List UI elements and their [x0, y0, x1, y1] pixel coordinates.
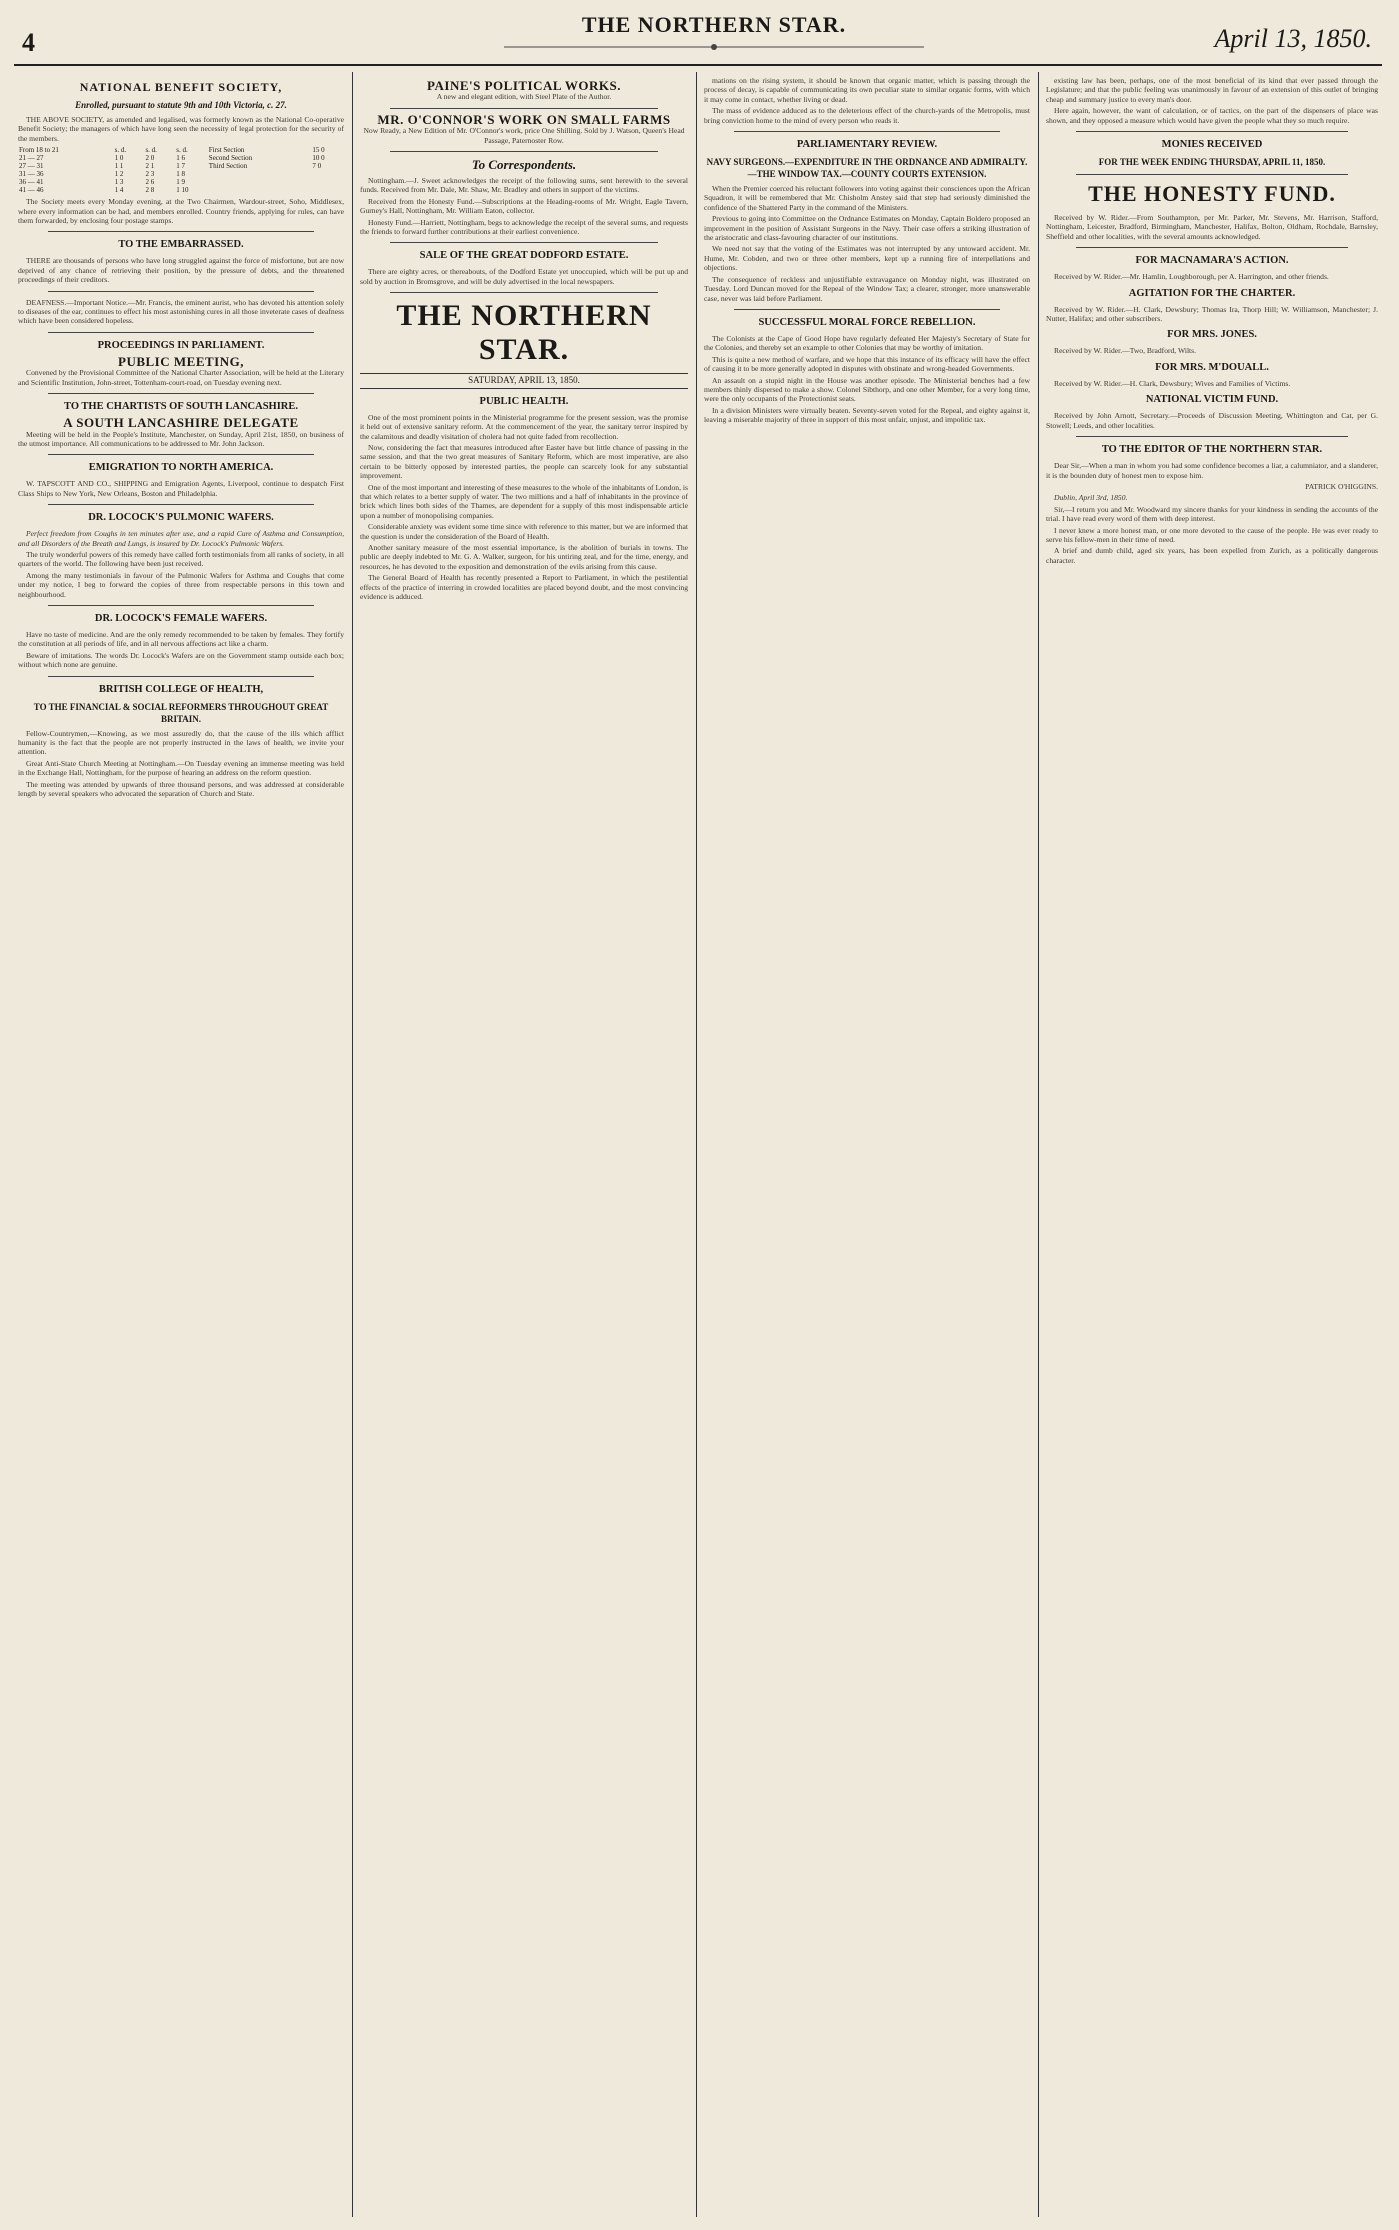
- newspaper-title: THE NORTHERN STAR.: [396, 299, 652, 367]
- body-text: A brief and dumb child, aged six years, has been expelled from Zurich, as a politically dangerous character.: [1046, 546, 1378, 565]
- column-2: [360, 76, 688, 2216]
- page-number: 4: [22, 28, 35, 57]
- monies-subtitle: FOR THE WEEK ENDING THURSDAY, APRIL 11, 1850.: [1098, 157, 1326, 168]
- body-text: Received from the Honesty Fund.—Subscriptions at the Heading-rooms of Mr. Wright, Eagle Tavern, Gurney's Hall, Nottingham, Mr. William Eaton, collector.: [360, 196, 688, 216]
- divider: [734, 131, 1000, 132]
- body-text: The mass of evidence adduced as to the deleterious effect of the church-yards of the Metropolis, must bring conviction home to the mind of every person who reads it.: [704, 106, 1030, 125]
- newspaper-page: [14, 6, 1382, 2220]
- ad-title: TO THE CHARTISTS OF SOUTH LANCASHIRE.: [64, 401, 298, 413]
- body-text: I never knew a more honest man, or one more devoted to the cause of the people. He was ever ready to serve his fellow-men in their time of need.: [1046, 525, 1378, 544]
- body-text: Great Anti-State Church Meeting at Nottingham.—On Tuesday evening an immense meeting was held in the Exchange Hall, Nottingham, for the purpose of hearing an address on the reform question.: [18, 758, 344, 778]
- ad-title: DR. LOCOCK'S FEMALE WAFERS.: [94, 612, 268, 624]
- body-text: Dear Sir,—When a man in whom you had some confidence becomes a liar, a calumniator, and a slanderer, it is the bounden duty of honest men to expose him.: [1046, 461, 1378, 480]
- ad-title: PAINE'S POLITICAL WORKS.: [427, 78, 621, 93]
- body-text: Have no taste of medicine. And are the only remedy recommended to be taken by females. They fortify the constitution at all periods of life, and in all nervous affections act like a charm.: [18, 629, 344, 649]
- body-text: W. TAPSCOTT AND CO., SHIPPING and Emigration Agents, Liverpool, continue to despatch First Class Ships to New York, New Orleans, Boston and Philadelphia.: [18, 479, 344, 498]
- body-text: The truly wonderful powers of this remedy have called forth testimonials from all ranks of society, in all quarters of the world. The following have been just received.: [18, 549, 344, 569]
- divider: [48, 676, 314, 677]
- ad-title: DR. LOCOCK'S PULMONIC WAFERS.: [88, 512, 274, 524]
- body-text: Received by W. Rider.—From Southampton, per Mr. Parker, Mr. Stevens, Mr. Harrison, Stafford, Nottingham, Leicester, Bradford, Birmingham, Manchester, Halifax, Bolton, Oldham, Rochdale, Barnsley, Sheffield and other localities, with the several amounts acknowledged.: [1046, 213, 1378, 241]
- divider: [48, 393, 314, 394]
- body-text: In a division Ministers were virtually beaten. Seventy-seven voted for the Repeal, and eighty against it, leaving a miserable majority of three in support of this most unfair, unjust, and impolitic tax.: [704, 405, 1030, 425]
- body-text: Meeting will be held in the People's Institute, Manchester, on Sunday, April 21st, 1850, on business of the utmost importance. All communications to be addressed to Mr. John Jackson.: [18, 429, 344, 448]
- ad-subtitle: TO THE FINANCIAL & SOCIAL REFORMERS THROUGHOUT GREAT BRITAIN.: [33, 701, 329, 724]
- honesty-fund-title: THE HONESTY FUND.: [1088, 181, 1336, 207]
- divider: [48, 454, 314, 455]
- body-text: Honesty Fund.—Harriett, Nottingham, begs to acknowledge the receipt of the several sums, and requests the friends to forward further contributions at their earliest convenience.: [360, 217, 688, 237]
- ad-title: PROCEEDINGS IN PARLIAMENT.: [97, 339, 265, 351]
- column-3: [704, 76, 1030, 2216]
- column-rule: [1038, 72, 1039, 2217]
- divider: [734, 309, 1000, 310]
- body-text: Now Ready, a New Edition of Mr. O'Connor's work, price One Shilling. Sold by J. Watson, Queen's Head Passage, Paternoster Row.: [363, 126, 685, 145]
- divider: [48, 332, 314, 333]
- body-text: Considerable anxiety was evident some time since with reference to this matter, but we are informed that the question is under the consideration of the Board of Health.: [360, 522, 688, 541]
- issue-date: April 13, 1850.: [1214, 24, 1372, 53]
- column-4: [1046, 76, 1378, 2216]
- body-text: Beware of imitations. The words Dr. Locock's Wafers are on the Government stamp outside each box; without which none are genuine.: [18, 650, 344, 670]
- masthead-ornament: [444, 40, 984, 54]
- body-text: Received by W. Rider.—Two, Bradford, Wilts.: [1054, 346, 1197, 356]
- body-text: We need not say that the voting of the Estimates was not interrupted by any untoward accident. Mr. Hume, Mr. Cobden, and two or three other members, kept up a running fire of interpellations and objections.: [704, 244, 1030, 273]
- ad-subtitle: PUBLIC MEETING,: [118, 353, 244, 369]
- fund-title: AGITATION FOR THE CHARTER.: [1128, 287, 1296, 299]
- divider: [1076, 247, 1348, 248]
- correspondents-title: To Correspondents.: [471, 157, 577, 173]
- sale-title: SALE OF THE GREAT DODFORD ESTATE.: [419, 250, 629, 262]
- letter-title: TO THE EDITOR OF THE NORTHERN STAR.: [1101, 444, 1323, 456]
- fund-title: NATIONAL VICTIM FUND.: [1145, 394, 1279, 406]
- article-title: SUCCESSFUL MORAL FORCE REBELLION.: [758, 316, 976, 328]
- body-text: This is quite a new method of warfare, and we hope that this instance of its efficacy will have the effect of causing it to be more generally adopted in disputes with obstinate and wrong-headed Governments.: [704, 354, 1030, 374]
- divider: [1076, 131, 1348, 132]
- divider: [48, 504, 314, 505]
- body-text: mations on the rising system, it should be known that organic matter, which is passing through the process of decay, is capable of communicating its own peculiar state to similar organic forms, with which it may come in contact, whether living or dead.: [704, 76, 1030, 104]
- page-header: [14, 6, 1382, 66]
- ad-title: BRITISH COLLEGE OF HEALTH,: [98, 683, 264, 695]
- divider: [390, 108, 658, 109]
- body-text: The General Board of Health has recently presented a Report to Parliament, in which the pestilential effects of the practice of interring in crowded localities are placed beyond doubt, and the most convincing evidence is adduced.: [360, 573, 688, 601]
- divider: [48, 231, 314, 232]
- monies-title: MONIES RECEIVED: [1161, 139, 1263, 151]
- masthead: THE NORTHERN STAR.: [581, 12, 847, 37]
- review-subheading: NAVY SURGEONS.—EXPENDITURE IN THE ORDNANCE AND ADMIRALTY.—THE WINDOW TAX.—COUNTY COURTS EXTENSION.: [706, 157, 1028, 180]
- body-text: Sir,—I return you and Mr. Woodward my sincere thanks for your kindness in sending the accounts of the trial. I have read every word of them with deep interest.: [1046, 504, 1378, 524]
- body-text: Received by W. Rider.—Mr. Hamlin, Loughborough, per A. Harrington, and other friends.: [1054, 272, 1329, 282]
- review-heading: PARLIAMENTARY REVIEW.: [796, 139, 938, 151]
- body-text: There are eighty acres, or thereabouts, of the Dodford Estate yet unoccupied, which will be put up and sold by auction in Bromsgrove, and will be duly advertised in the local newspapers.: [360, 267, 688, 286]
- ad-title: MR. O'CONNOR'S WORK ON SMALL FARMS: [377, 111, 671, 127]
- society-subheading: Enrolled, pursuant to statute 9th and 10th Victoria, c. 27.: [75, 100, 287, 110]
- fund-title: FOR MRS. M'DOUALL.: [1155, 361, 1269, 373]
- body-text: The Society meets every Monday evening, at the Two Chairmen, Wardour-street, Soho, Middlesex, where every information can be had, and members enrolled. Country friends, applying for rules, can have them forwarded, by enclosing four postage stamps.: [18, 197, 344, 226]
- newspaper-date: SATURDAY, APRIL 13, 1850.: [360, 373, 688, 388]
- body-text: When the Premier coerced his reluctant followers into voting against their consciences upon the African Squadron, it will be remembered that Mr. Chisholm Anstey said that step had seriously diminished the confidence of the Shattered Party in the command of the Ministers.: [704, 184, 1030, 212]
- contribution-table: From 18 to 21 s. d. s. d. s. d. First Section 15 0 21 — 27 1 0 2 0 1 6 Second Section 10 0 27 — 31 1 1 2 1 1 7 Third Section 7 0 31 — 36 1 2 2 3 1 8 36 — 41 1 3 2 6 1 9 41 — 46 1 4 2 8 1 10: [19, 146, 325, 195]
- divider: [1076, 174, 1348, 175]
- divider: [390, 242, 658, 243]
- body-text: Perfect freedom from Coughs in ten minutes after use, and a rapid Cure of Asthma and Consumption, and all Disorders of the Breath and Lungs, is insured by Dr. Locock's Pulmonic Wafers.: [18, 529, 344, 548]
- body-text: THERE are thousands of persons who have long struggled against the force of misfortune, but are now deprived of any chance of retrieving their position, by the pressure of debts, and the threatened proceedings of their creditors.: [18, 256, 344, 285]
- body-text: DEAFNESS.—Important Notice.—Mr. Francis, the eminent aurist, who has devoted his attention solely to diseases of the ear, continues to effect his most astonishing cures in all those inveterate cases of deafness which have been considered hopeless.: [18, 297, 344, 326]
- body-text: The Colonists at the Cape of Good Hope have regularly defeated Her Majesty's Secretary of State for the Colonies, and thereby set an example to other Colonies that may be worthy of imitation.: [704, 333, 1030, 353]
- article-title: PUBLIC HEALTH.: [479, 395, 569, 407]
- ad-title: EMIGRATION TO NORTH AMERICA.: [88, 462, 274, 474]
- divider: [390, 151, 658, 152]
- fund-title: FOR MRS. JONES.: [1167, 329, 1257, 341]
- body-text: Among the many testimonials in favour of the Pulmonic Wafers for Asthma and Coughs that come under my notice, I beg to forward the copies of three from respectable persons in this town and neighbourhood.: [18, 570, 344, 599]
- column-rule: [696, 72, 697, 2217]
- ad-subtitle: A SOUTH LANCASHIRE DELEGATE: [63, 415, 299, 431]
- column-rule: [352, 72, 353, 2217]
- body-text: The consequence of reckless and unjustifiable extravagance on Monday night, was illustrated on Tuesday. Lord Duncan moved for the Repeal of the Window Tax; a clearer, stronger, more unanswerable case, never was laid before Parliament.: [704, 274, 1030, 303]
- letter-place: Dublin, April 3rd, 1850.: [1054, 493, 1128, 503]
- society-heading: NATIONAL BENEFIT SOCIETY,: [79, 80, 283, 94]
- divider: [48, 291, 314, 292]
- body-text: Received by John Arnott, Secretary.—Proceeds of Discussion Meeting, Whittington and Cat, per G. Stowell; Leeds, and other localities.: [1046, 411, 1378, 430]
- body-text: Previous to going into Committee on the Ordnance Estimates on Monday, Captain Boldero proposed an improvement in the position of Assistant Surgeons in the Navy. Their case offers a striking illustration of the aristocratic and class-favouring character of our institutions.: [704, 214, 1030, 243]
- body-text: One of the most prominent points in the Ministerial programme for the present session, was the promise it held out of extensive sanitary reform. At the commencement of the year, the sanitary terror inspired by the calamitous and deadly visitation of cholera had not quite faded from recollection.: [360, 412, 688, 441]
- divider: [1076, 436, 1348, 437]
- body-text: One of the most important and interesting of these measures to the whole of the inhabitants of London, is that which relates to a better supply of water. The two millions and a half of inhabitants in the province of brick which lines both sides of the Thames, are dependent for a supply of this most indispensable article upon a number of monopolising companies.: [360, 482, 688, 520]
- body-text: Received by W. Rider.—H. Clark, Dewsbury; Thomas Ira, Thorp Hill; W. Williamson, Manchester; J. Nutter, Halifax; and other subscribers.: [1046, 304, 1378, 324]
- column-1: [18, 76, 344, 2216]
- body-text: THE ABOVE SOCIETY, as amended and legalised, was formerly known as the National Co-operative Benefit Society; the managers of which have long seen the necessity of legal protection for the security of the members.: [18, 115, 344, 143]
- body-text: Another sanitary measure of the most essential importance, is the abolition of burials in towns. The public are deeply indebted to Mr. G. A. Walker, surgeon, for his untiring zeal, and for the time, energy, and resources, he has devoted to the exposition and demonstration of the evils arising from this cause.: [360, 542, 688, 571]
- ad-title: TO THE EMBARRASSED.: [118, 239, 244, 251]
- fund-title: FOR MACNAMARA'S ACTION.: [1135, 255, 1289, 267]
- divider: [390, 292, 658, 293]
- body-text: Fellow-Countrymen,—Knowing, as we most assuredly do, that the cause of the ills which afflict humanity is the fact that the people are not properly instructed in the laws of health, we invite your attention.: [18, 728, 344, 757]
- body-text: Here again, however, the want of calculation, or of tactics, on the part of the dispensers of place was shown, and they opposed a measure which would have given the people what they so much require.: [1046, 106, 1378, 125]
- body-text: The meeting was attended by upwards of three thousand persons, and was addressed at considerable length by several speakers who advocated the separation of Church and State.: [18, 779, 344, 799]
- body-text: An assault on a stupid night in the House was another episode. The Ministerial benches had a few members thinly dispersed to make a show. Colonel Sibthorp, and one other Member, for a very long time, were the only occupants of the Protectionist seats.: [704, 375, 1030, 404]
- body-text: Convened by the Provisional Committee of the National Charter Association, will be held at the Literary and Scientific Institution, John-street, Tottenham-court-road, on Tuesday evening next.: [18, 368, 344, 387]
- body-text: existing law has been, perhaps, one of the most beneficial of its kind that ever passed through the Legislature; and that the public feeling was unanimously in favour of an extension of this outlet of bringing cheap and summary justice to every man's door.: [1046, 76, 1378, 104]
- divider: [48, 605, 314, 606]
- letter-signature: PATRICK O'HIGGINS.: [1305, 481, 1378, 491]
- body-text: Received by W. Rider.—H. Clark, Dewsbury; Wives and Families of Victims.: [1054, 378, 1291, 388]
- body-text: A new and elegant edition, with Steel Plate of the Author.: [436, 92, 612, 102]
- body-text: Nottingham.—J. Sweet acknowledges the receipt of the following sums, sent herewith to the several funds. Received from Mr. Dale, Mr. Shaw, Mr. Bradley and others in support of the victims.: [360, 176, 688, 195]
- body-text: Now, considering the fact that measures introduced after Easter have but little chance of passing in the same session, and that the two great measures of Sanitary Reform, which are most imperative, are also certain to be bitterly opposed by interested parties, the people can scarcely look for any substantial improvement.: [360, 442, 688, 481]
